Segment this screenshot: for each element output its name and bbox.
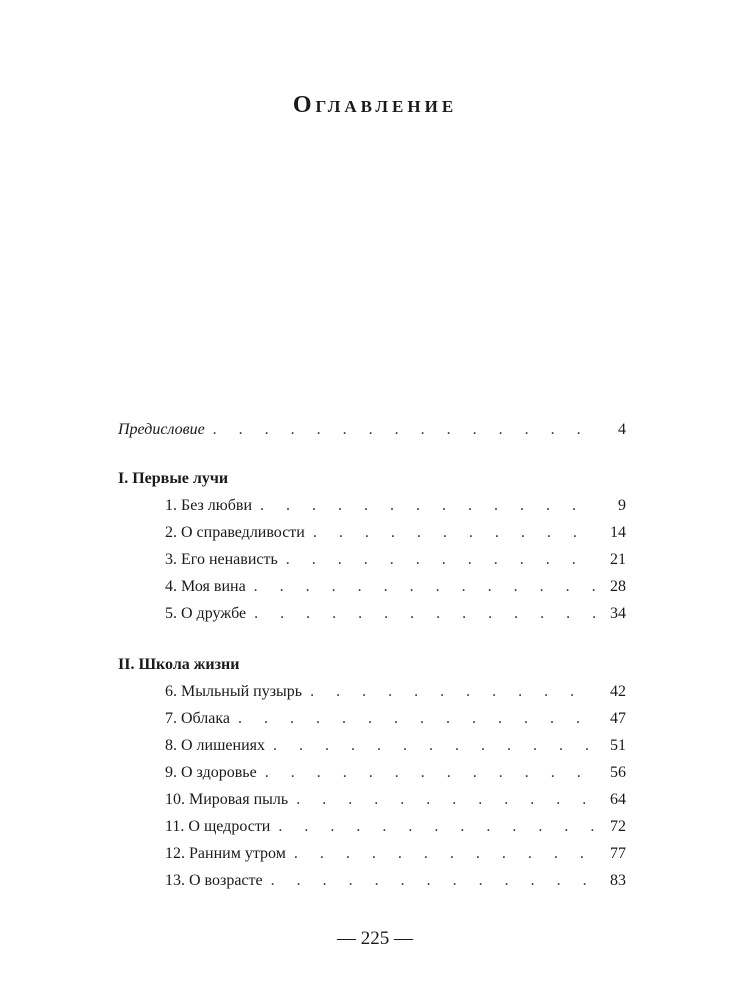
section-heading-label: II. Школа жизни [118,656,240,673]
toc-page-number: 77 [610,845,626,862]
toc-entry-label: 4. Моя вина [165,578,246,595]
toc-entry[interactable] [118,546,626,573]
toc-entry-label: 3. Его ненависть [165,551,278,568]
toc-entry[interactable] [118,786,626,813]
dot-leader [294,840,596,867]
toc-page-number: 4 [618,421,626,438]
toc-page-number: 42 [610,683,626,700]
toc-entry-label: 10. Мировая пыль [165,791,289,808]
toc-entry-label: Предисловие [118,421,205,438]
toc-page-number: 34 [610,605,626,622]
toc-entry[interactable] [118,573,626,600]
toc-page-number: 14 [610,524,626,541]
toc-entry-label: 2. О справедливости [165,524,305,541]
toc-page-number: 47 [610,710,626,727]
toc-entry[interactable] [118,600,626,627]
dot-leader [238,705,596,732]
page-title: Оглавление [292,92,458,118]
toc-entry[interactable] [118,867,626,894]
toc-entry[interactable] [118,813,626,840]
dot-leader [273,732,596,759]
dot-leader [265,759,596,786]
toc-entry[interactable] [118,678,626,705]
section-heading-label: I. Первые лучи [118,470,229,487]
dot-leader [213,416,596,443]
toc-entry[interactable] [118,759,626,786]
toc-page-number: 28 [610,578,626,595]
dot-leader [286,546,596,573]
table-of-contents [118,416,626,894]
toc-page-number: 9 [618,497,626,514]
toc-page-number: 72 [610,818,626,835]
toc-page-number: 21 [610,551,626,568]
dot-leader [254,600,596,627]
dot-leader [260,492,596,519]
toc-entry-label: 11. О щедрости [165,818,271,835]
toc-entry[interactable] [118,705,626,732]
page-number: — 225 — [337,928,413,949]
toc-entry-label: 12. Ранним утром [165,845,286,862]
dot-leader [313,519,596,546]
toc-entry[interactable] [118,519,626,546]
toc-entry-label: 6. Мыльный пузырь [165,683,303,700]
toc-page-number: 64 [610,791,626,808]
toc-entry-label: 7. Облака [165,710,231,727]
toc-entry[interactable] [118,840,626,867]
toc-entry[interactable] [118,492,626,519]
toc-page-number: 51 [610,737,626,754]
dot-leader [254,573,596,600]
section-heading-1[interactable] [118,465,626,492]
toc-entry-label: 1. Без любви [165,497,252,514]
toc-entry[interactable] [118,732,626,759]
dot-leader [278,813,596,840]
toc-page-number: 83 [610,872,626,889]
dot-leader [296,786,596,813]
dot-leader [271,867,596,894]
toc-entry-preface[interactable] [118,416,626,443]
section-heading-2[interactable] [118,651,626,678]
toc-entry-label: 8. О лишениях [165,737,266,754]
toc-entry-label: 5. О дружбе [165,605,247,622]
toc-entry-label: 9. О здоровье [165,764,257,781]
dot-leader [310,678,596,705]
toc-entry-label: 13. О возрасте [165,872,263,889]
toc-page-number: 56 [610,764,626,781]
